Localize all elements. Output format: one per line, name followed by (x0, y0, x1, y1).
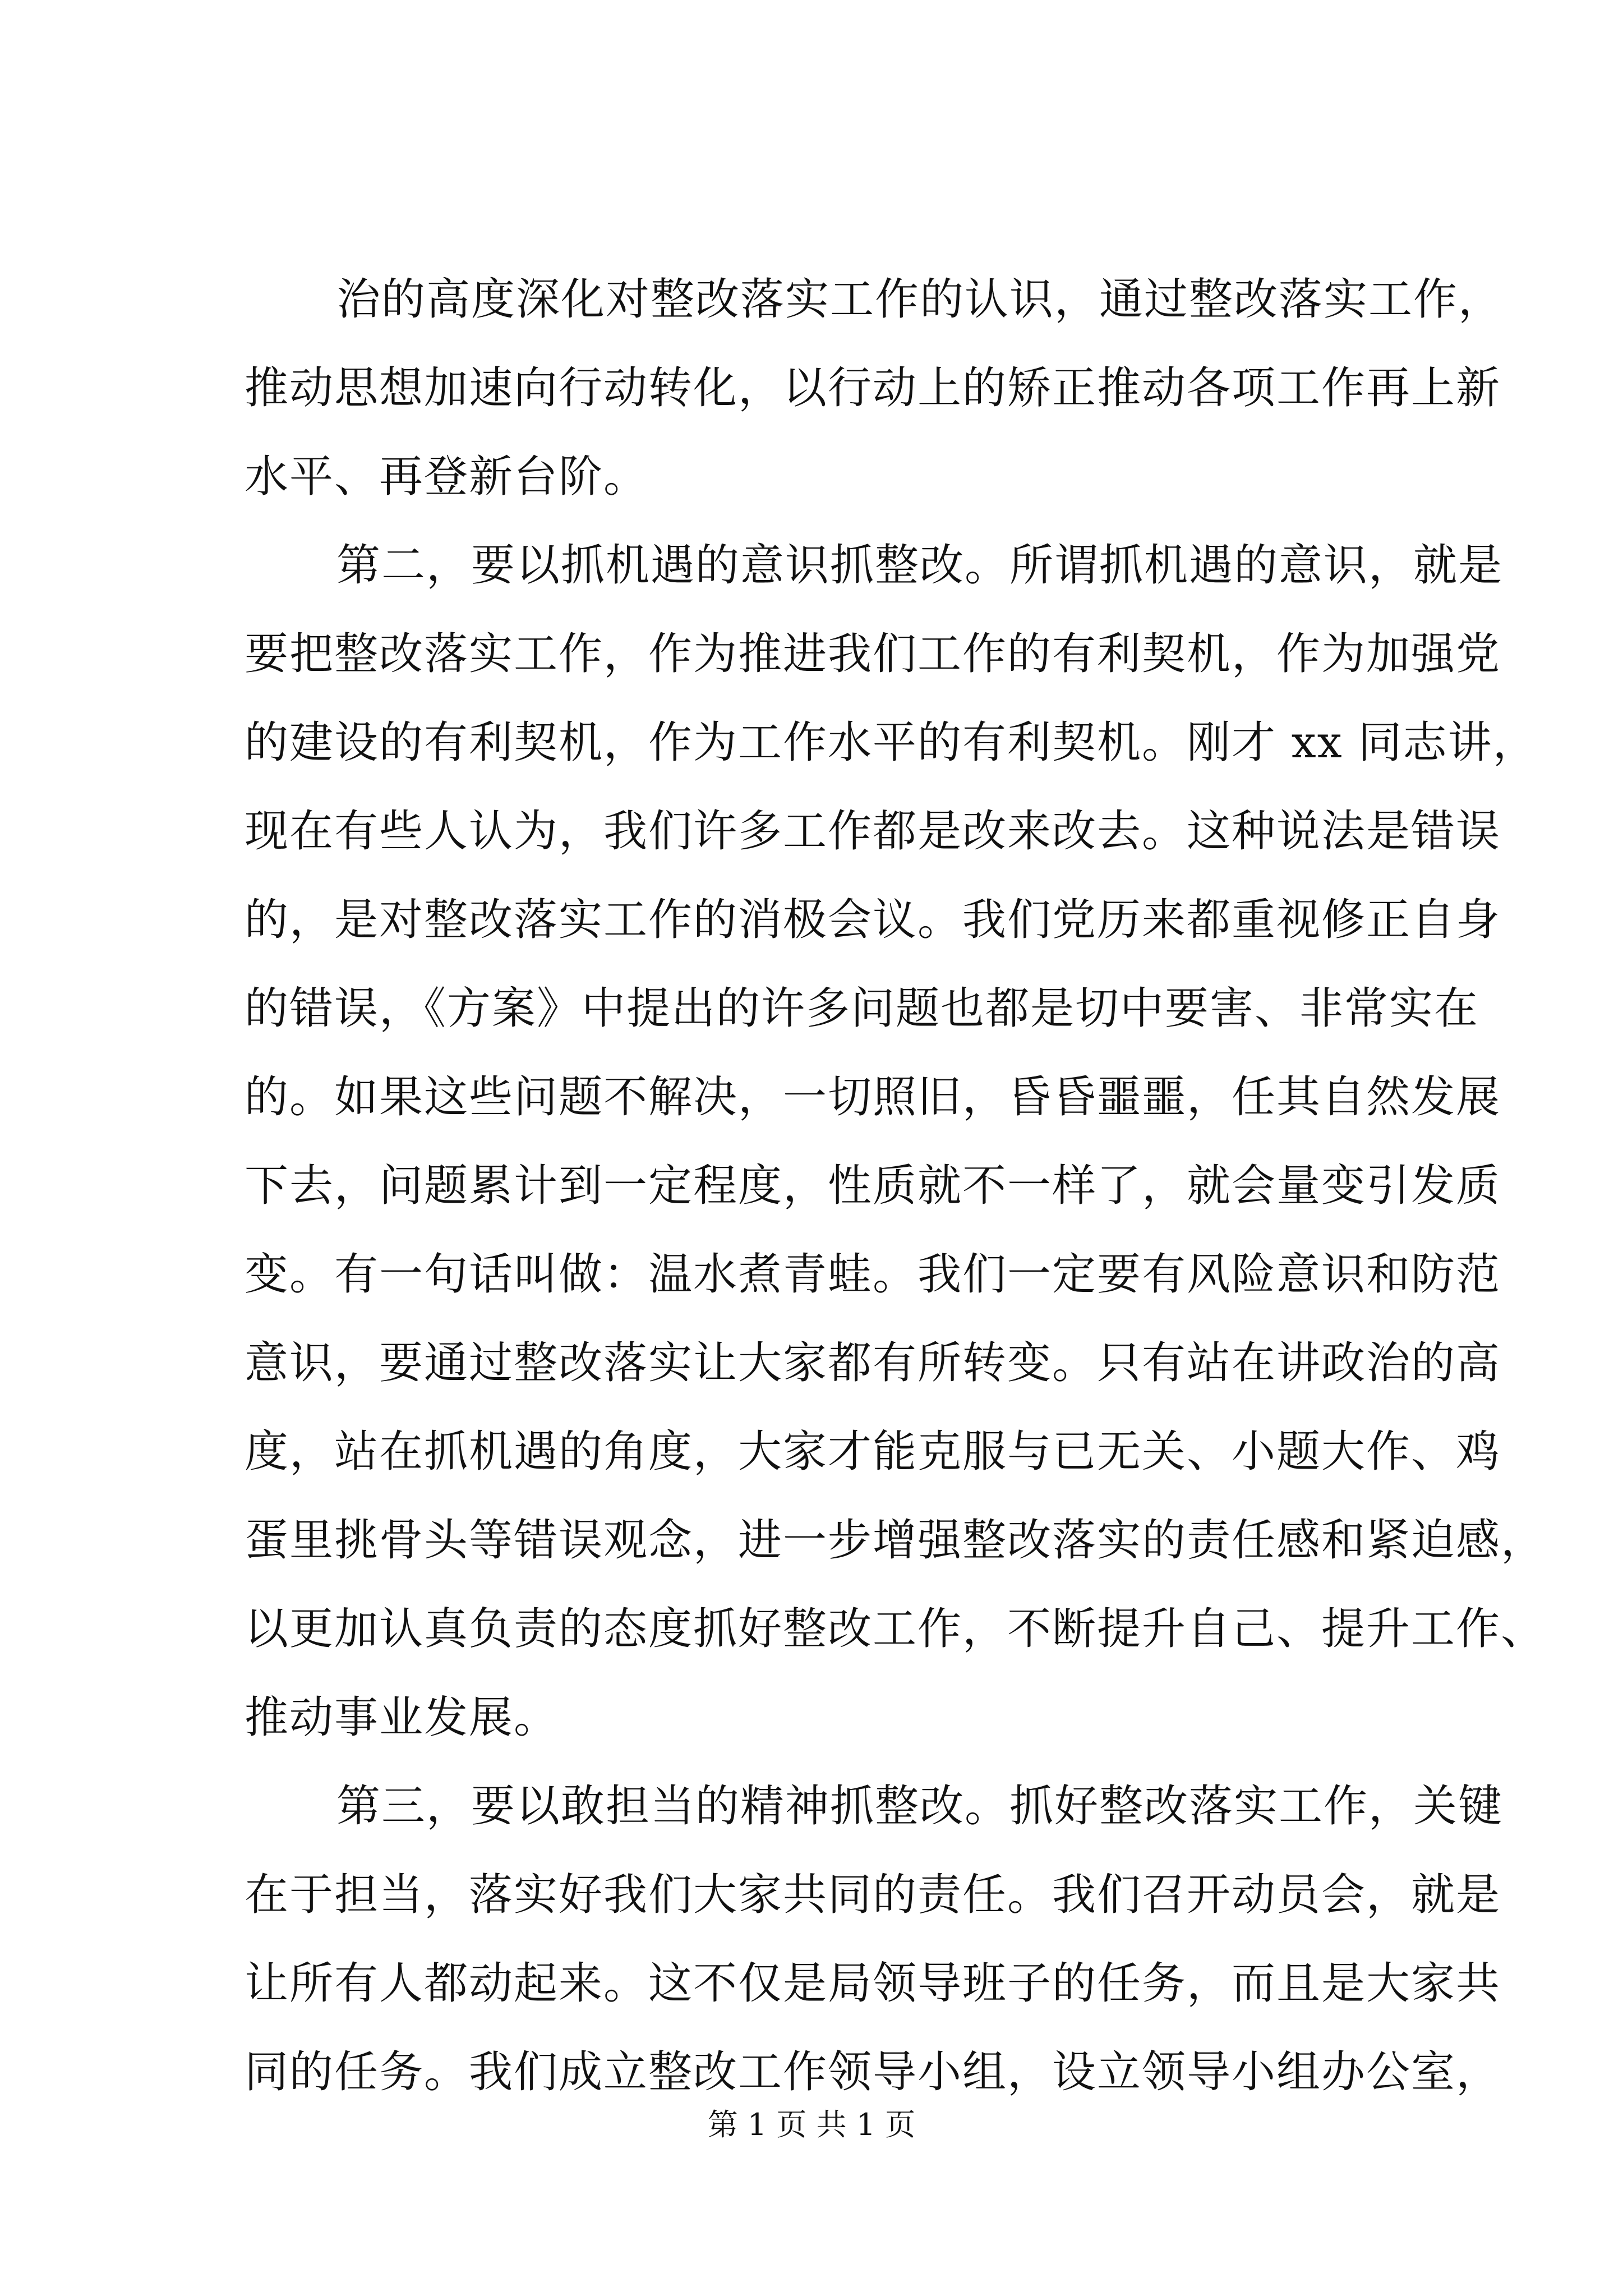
paragraph-line: 推动思想加速向行动转化，以行动上的矫正推动各项工作再上新 (245, 363, 1501, 413)
paragraph-line: 同的任务。我们成立整改工作领导小组，设立领导小组办公室， (245, 2047, 1501, 2097)
paragraph-line: 的建设的有利契机，作为工作水平的有利契机。刚才 xx 同志讲， (245, 717, 1538, 768)
paragraph-line: 变。有一句话叫做：温水煮青蛙。我们一定要有风险意识和防范 (245, 1249, 1501, 1300)
paragraph-line: 度，站在抓机遇的角度，大家才能克服与已无关、小题大作、鸡 (245, 1427, 1501, 1477)
paragraph-line: 第二，要以抓机遇的意识抓整改。所谓抓机遇的意识，就是 (336, 540, 1504, 591)
paragraph-line: 下去，问题累计到一定程度，性质就不一样了，就会量变引发质 (245, 1161, 1501, 1211)
paragraph-line: 在于担当，落实好我们大家共同的责任。我们召开动员会，就是 (245, 1870, 1501, 1920)
paragraph-line: 第三，要以敢担当的精神抓整改。抓好整改落实工作，关键 (336, 1781, 1504, 1832)
paragraph-line: 现在有些人认为，我们许多工作都是改来改去。这种说法是错误 (245, 806, 1501, 857)
paragraph-line: 意识，要通过整改落实让大家都有所转变。只有站在讲政治的高 (245, 1338, 1501, 1388)
paragraph-line: 的错误，《方案》中提出的许多问题也都是切中要害、非常实在 (245, 983, 1479, 1034)
paragraph-line: 的。如果这些问题不解决，一切照旧，昏昏噩噩，任其自然发展 (245, 1072, 1501, 1122)
paragraph-line: 让所有人都动起来。这不仅是局领导班子的任务，而且是大家共 (245, 1958, 1501, 2009)
paragraph-line: 的，是对整改落实工作的消极会议。我们党历来都重视修正自身 (245, 895, 1501, 945)
page-number-label: 第 1 页 共 1 页 (707, 2107, 916, 2142)
paragraph-line: 水平、再登新台阶。 (245, 452, 649, 502)
paragraph-line: 推动事业发展。 (245, 1692, 559, 1743)
page-footer (0, 2102, 1623, 2147)
body-text (245, 255, 1546, 2116)
paragraph-line: 蛋里挑骨头等错误观念，进一步增强整改落实的责任感和紧迫感， (245, 1515, 1546, 1566)
paragraph-line: 要把整改落实工作，作为推进我们工作的有利契机，作为加强党 (245, 629, 1501, 679)
paragraph-line: 以更加认真负责的态度抓好整改工作，不断提升自己、提升工作、 (245, 1604, 1546, 1654)
paragraph-line: 治的高度深化对整改落实工作的认识，通过整改落实工作， (336, 274, 1504, 325)
